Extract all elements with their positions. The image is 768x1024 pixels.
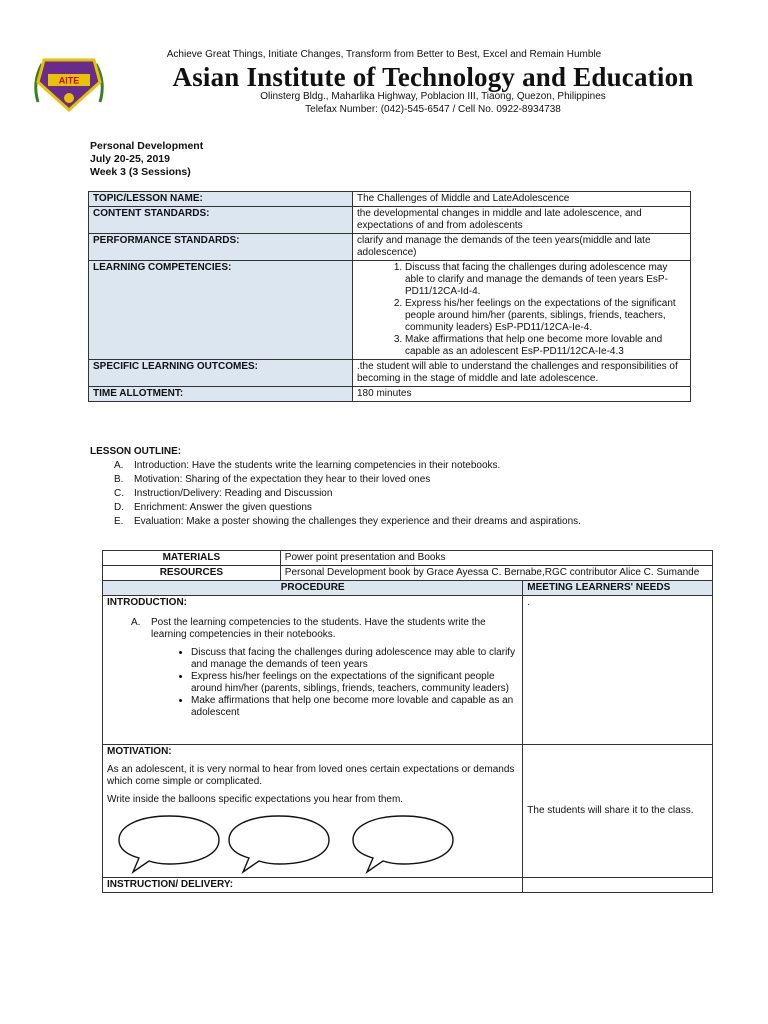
- performance-value: clarify and manage the demands of the teen years(middle and late adolescence): [353, 234, 691, 261]
- performance-label: PERFORMANCE STANDARDS:: [89, 234, 353, 261]
- instruction-row: [103, 878, 713, 893]
- speech-balloon-icon: [227, 814, 331, 874]
- motivation-cell: [103, 745, 523, 878]
- intro-letter: A.: [131, 617, 141, 628]
- resources-label: RESOURCES: [103, 566, 281, 581]
- materials-row: [103, 551, 713, 566]
- outline-item: [114, 487, 581, 501]
- introduction-cell: [103, 596, 523, 745]
- motivation-label: MOTIVATION:: [107, 746, 172, 757]
- motto: Achieve Great Things, Initiate Changes, Transform from Better to Best, Excel and Remain Humble: [166, 49, 602, 60]
- performance-row: [89, 234, 691, 261]
- outline-list: [90, 459, 581, 529]
- institution-name: Asian Institute of Technology and Education: [172, 62, 694, 92]
- lesson-table: [88, 191, 691, 402]
- resources-value: Personal Development book by Grace Ayessa C. Bernabe,RGC contributor Alice C. Sumande: [280, 566, 712, 581]
- lesson-meta: [90, 140, 203, 179]
- topic-value: The Challenges of Middle and LateAdolescence: [353, 192, 691, 207]
- speech-balloon-icon: [351, 814, 455, 874]
- outcomes-label: SPECIFIC LEARNING OUTCOMES:: [89, 360, 353, 387]
- topic-row: [89, 192, 691, 207]
- competencies-list: [357, 262, 686, 358]
- introduction-label: INTRODUCTION:: [107, 597, 187, 608]
- intro-bullet: • Make affirmations that help one become more lovable and capable as an adolescent: [191, 695, 518, 719]
- time-value: 180 minutes: [353, 387, 691, 402]
- intro-bullet: • Express his/her feelings on the expectations of the significant people around him/her (parents, siblings, friends, teachers, community leaders): [191, 671, 518, 695]
- outline-item: [114, 473, 581, 487]
- week: Week 3 (3 Sessions): [90, 166, 191, 178]
- outcomes-row: [89, 360, 691, 387]
- outline-letter: A.: [114, 460, 124, 471]
- outline-letter: C.: [114, 488, 124, 499]
- outline-item: [114, 459, 581, 473]
- intro-bullet: • Discuss that facing the challenges during adolescence may able to clarify and manage the demands of teen years: [191, 647, 518, 671]
- outline-text: Motivation: Sharing of the expectation they hear to their loved ones: [134, 474, 431, 485]
- phone-line: Telefax Number: (042)-545-6547 / Cell No. 0922-8934738: [305, 104, 561, 115]
- intro-bullet-list: [107, 647, 518, 719]
- competency-item: 1. Discuss that facing the challenges during adolescence may able to clarify and manage the demands of teen years EsP-PD11/12CA-Id-4.: [405, 262, 686, 298]
- outline-letter: D.: [114, 502, 124, 513]
- outline-item: [114, 501, 581, 515]
- content-row: [89, 207, 691, 234]
- balloon-area: [107, 814, 518, 876]
- procedure-header: PROCEDURE: [103, 581, 523, 596]
- motivation-row: [103, 745, 713, 878]
- time-row: [89, 387, 691, 402]
- materials-label: MATERIALS: [103, 551, 281, 566]
- motivation-needs: The students will share it to the class.: [523, 745, 713, 878]
- subject: Personal Development: [90, 140, 204, 152]
- outline-text: Introduction: Have the students write the learning competencies in their notebooks.: [134, 460, 501, 471]
- intro-needs: .: [523, 596, 713, 745]
- competency-item: 2. Express his/her feelings on the expectations of the significant people around him/her (parents, siblings, friends, teachers, community leaders) EsP-PD11/12CA-Ie-4.: [405, 298, 686, 334]
- svg-text:AITE: AITE: [58, 75, 80, 86]
- lesson-outline: [90, 445, 581, 529]
- competencies-label: LEARNING COMPETENCIES:: [89, 261, 353, 360]
- school-logo: [30, 52, 108, 114]
- outline-item: [114, 515, 581, 529]
- outline-text: Instruction/Delivery: Reading and Discussion: [134, 488, 333, 499]
- outcomes-value: .the student will able to understand the challenges and responsibilities of becoming in the stage of middle and late adolescence.: [353, 360, 691, 387]
- time-label: TIME ALLOTMENT:: [89, 387, 353, 402]
- intro-text: Post the learning competencies to the students. Have the students write the learning competencies in their notebooks.: [151, 617, 486, 640]
- motivation-instruction: Write inside the balloons specific expectations you hear from them.: [107, 794, 404, 805]
- instruction-label: INSTRUCTION/ DELIVERY:: [103, 878, 523, 893]
- motivation-paragraph: As an adolescent, it is very normal to hear from loved ones certain expectations or demands which come simple or complicated.: [107, 764, 515, 787]
- institution-address: [128, 90, 738, 116]
- topic-label: TOPIC/LESSON NAME:: [89, 192, 353, 207]
- introduction-step: [107, 617, 518, 641]
- introduction-row: [103, 596, 713, 745]
- competencies-row: [89, 261, 691, 360]
- procedure-table: [102, 550, 713, 893]
- competency-item: 3. Make affirmations that help one become more lovable and capable as an adolescent EsP-PD11/12CA-Ie-4.3: [405, 334, 686, 358]
- content-value: the developmental changes in middle and late adolescence, and expectations of and from adolescents: [353, 207, 691, 234]
- needs-header: MEETING LEARNERS' NEEDS: [523, 581, 713, 596]
- speech-balloon-icon: [117, 814, 221, 874]
- procedure-header-row: [103, 581, 713, 596]
- outline-letter: E.: [114, 516, 124, 527]
- instruction-needs: [523, 878, 713, 893]
- outline-text: Evaluation: Make a poster showing the challenges they experience and their dreams and aspirations.: [134, 516, 581, 527]
- outline-text: Enrichment: Answer the given questions: [134, 502, 312, 513]
- resources-row: [103, 566, 713, 581]
- materials-value: Power point presentation and Books: [280, 551, 712, 566]
- content-label: CONTENT STANDARDS:: [89, 207, 353, 234]
- address-line: Olinsterg Bldg., Maharlika Highway, Poblacion III, Tiaong, Quezon, Philippines: [260, 91, 606, 102]
- outline-heading: LESSON OUTLINE:: [90, 446, 182, 457]
- dates: July 20-25, 2019: [90, 153, 170, 165]
- competencies-value: [353, 261, 691, 360]
- outline-letter: B.: [114, 474, 124, 485]
